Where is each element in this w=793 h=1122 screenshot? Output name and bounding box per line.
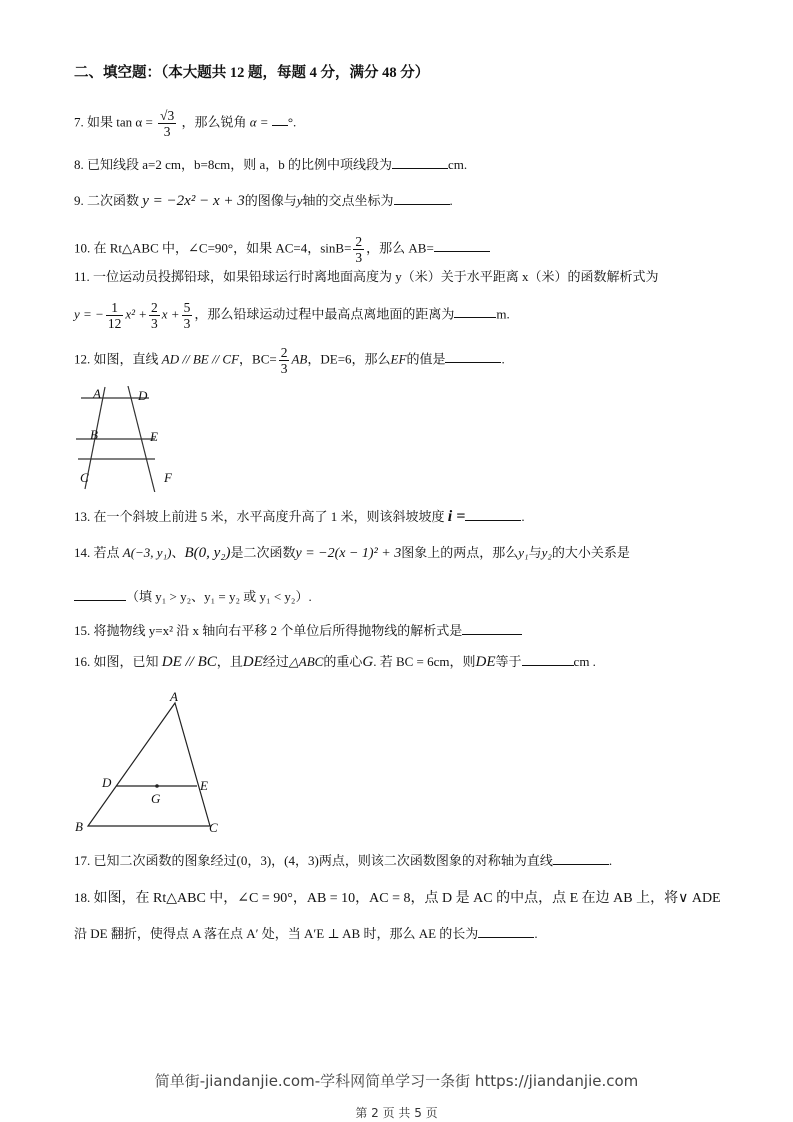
- question-16: [74, 653, 596, 671]
- figure-triangle-abc: [72, 686, 232, 836]
- label-b: B: [90, 427, 98, 442]
- q14-y2: y₂: [541, 545, 552, 560]
- question-number: 17.: [74, 853, 91, 868]
- watermark-text: 简单街-jiandanjie.com-学科网简单学习一条街 https://jiandanjie.com: [154, 1072, 639, 1090]
- q12-ab: AB: [291, 351, 308, 367]
- q14-post: 图象上的两点，那么: [401, 545, 519, 560]
- answer-blank[interactable]: [74, 588, 126, 601]
- answer-blank[interactable]: [392, 156, 448, 169]
- question-14: [74, 544, 630, 563]
- question-number: 10.: [74, 240, 91, 256]
- q14-and: 与: [528, 545, 542, 560]
- question-15: [74, 622, 522, 640]
- question-number: 18.: [74, 890, 91, 905]
- q8-tail: cm.: [447, 157, 468, 172]
- q16-pre: 如图，已知: [93, 654, 159, 669]
- q8-text: 已知线段 a=2 cm，b=8cm，则 a，b 的比例中项线段为: [87, 157, 392, 172]
- q17-tail: .: [608, 853, 613, 868]
- q12-bc: ，BC=: [239, 351, 277, 367]
- q16-mid4: . 若 BC = 6cm，则: [373, 654, 476, 669]
- answer-blank[interactable]: [394, 192, 450, 205]
- frac-den: 3: [280, 361, 288, 376]
- q7-post: ，那么锐角: [181, 114, 247, 130]
- page-number: 第 2 页 共 5 页: [355, 1106, 438, 1120]
- section-title: 二、填空题：（本大题共 12 题，每题 4 分，满分 48 分）: [74, 65, 430, 81]
- q7-alpha: α =: [249, 114, 269, 130]
- q12-de: ，DE=6，那么: [307, 351, 391, 367]
- question-11-line-2: [74, 300, 510, 331]
- question-8: [74, 156, 467, 174]
- q13-text: 在一个斜坡上前进 5 米，水平高度升高了 1 米，则该斜坡坡度: [93, 509, 445, 524]
- q14-line2: （填 y₁ > y₂、y₁ = y₂ 或 y₁ < y₂）.: [126, 589, 312, 604]
- frac-num: 2: [280, 345, 288, 360]
- q16-tail: cm .: [573, 654, 596, 669]
- q11-x1: x +: [161, 306, 180, 322]
- frac-den: 3: [183, 316, 191, 331]
- q11-tail: m.: [496, 306, 510, 322]
- figure-parallel-lines: [76, 386, 186, 492]
- q16-de-bc: DE // BC: [161, 654, 217, 670]
- q14-b: B(0, y₂): [184, 545, 231, 561]
- q12-pre: 如图，直线: [93, 351, 159, 367]
- q11-line1: 一位运动员投掷铅球，如果铅球运行时离地面高度为 y（米）关于水平距离 x（米）的函数解析式为: [93, 269, 659, 284]
- question-number: 7.: [74, 114, 84, 130]
- question-11-line-1: [74, 268, 659, 286]
- question-number: 15.: [74, 623, 91, 638]
- q10-fraction: [353, 234, 364, 265]
- q7-tail: °.: [287, 114, 297, 130]
- frac-den: 3: [151, 316, 158, 331]
- q12-ef: EF: [390, 351, 407, 367]
- question-14-line-2: [74, 588, 312, 606]
- q18-line2: 沿 DE 翻折，使得点 A 落在点 A′ 处，当 A′E ⊥ AB 时，那么 AE 的长为: [74, 926, 479, 941]
- triangle-abc: [88, 703, 210, 826]
- question-17: [74, 852, 612, 870]
- q7-expr: tan α =: [116, 114, 153, 130]
- q14-sep: 、: [171, 545, 185, 560]
- label-d: D: [138, 388, 148, 403]
- q16-de2: DE: [475, 654, 496, 670]
- question-number: 9.: [74, 193, 84, 208]
- q11-post: ，那么铅球运动过程中最高点离地面的距离为: [194, 306, 455, 322]
- question-9: [74, 192, 453, 210]
- answer-blank[interactable]: [553, 852, 609, 865]
- answer-blank[interactable]: [465, 508, 521, 521]
- answer-blank[interactable]: [434, 239, 490, 252]
- frac-den: 3: [355, 250, 363, 265]
- question-18: [74, 889, 721, 908]
- q12-post: 的值是: [406, 351, 446, 367]
- label-g: G: [151, 791, 161, 806]
- question-13: [74, 508, 525, 526]
- label-a: A: [93, 386, 101, 401]
- q7-fraction: [158, 108, 176, 139]
- q12-tail: .: [501, 351, 505, 367]
- label-b: B: [75, 819, 83, 834]
- answer-blank[interactable]: [272, 113, 288, 126]
- q14-a: A(−3, y₁): [122, 545, 172, 560]
- answer-blank[interactable]: [445, 350, 501, 363]
- question-18-line-2: [74, 925, 538, 943]
- answer-blank[interactable]: [478, 925, 534, 938]
- q12-lines: AD // BE // CF: [161, 351, 240, 367]
- question-number: 8.: [74, 157, 84, 172]
- label-a: A: [170, 689, 178, 704]
- frac-den: 3: [163, 124, 171, 139]
- q17-text: 已知二次函数的图象经过(0，3)，(4，3)两点，则该二次函数图象的对称轴为直线: [93, 853, 553, 868]
- q10-pre: 在 Rt△ABC 中，∠C=90°，如果 AC=4，sinB=: [93, 240, 352, 256]
- frac-num: 1: [106, 300, 124, 316]
- q10-post: ，那么 AB=: [366, 240, 434, 256]
- q13-i: i =: [447, 508, 466, 525]
- q11-y-eq: y = −: [74, 306, 104, 322]
- answer-blank[interactable]: [522, 653, 574, 666]
- q9-y: y: [296, 193, 303, 208]
- q16-mid3: 的重心: [323, 654, 363, 669]
- q18-line1: 如图，在 Rt△ABC 中，∠C = 90°，AB = 10，AC = 8，点 D 是 AC 的中点，点 E 在边 AB 上，将∨ ADE: [93, 891, 721, 906]
- question-number: 12.: [74, 351, 91, 367]
- question-12: [74, 345, 505, 376]
- q14-expr: y = −2(x − 1)² + 3: [295, 546, 402, 561]
- q16-mid: ，且: [216, 654, 243, 669]
- label-c: C: [209, 820, 218, 835]
- question-10: [74, 234, 490, 265]
- frac-num: 2: [355, 234, 363, 249]
- q16-abc: △ABC: [288, 654, 324, 669]
- label-d: D: [102, 775, 112, 790]
- frac-num: 2: [151, 300, 158, 315]
- question-number: 11.: [74, 269, 90, 284]
- q11-x2: x² +: [125, 306, 148, 322]
- frac-num: 5: [183, 300, 191, 315]
- q14-y1: y₁: [518, 545, 529, 560]
- answer-blank[interactable]: [454, 305, 496, 318]
- q9-expr: y = −2x² − x + 3: [142, 193, 245, 209]
- answer-blank[interactable]: [462, 622, 522, 635]
- q13-tail: .: [521, 509, 525, 524]
- q9-post: 轴的交点坐标为: [302, 193, 394, 208]
- label-f: F: [164, 470, 172, 485]
- q16-post: 等于: [495, 654, 522, 669]
- question-number: 16.: [74, 654, 91, 669]
- question-number: 13.: [74, 509, 91, 524]
- q11-fraction-1: [106, 300, 124, 331]
- q14-end: 的大小关系是: [551, 545, 630, 560]
- frac-num: √3: [160, 108, 175, 123]
- centroid-point: [155, 784, 159, 788]
- question-7: [74, 108, 296, 139]
- question-number: 14.: [74, 545, 91, 560]
- q11-fraction-3: [182, 300, 193, 331]
- q9-pre: 二次函数: [87, 193, 140, 208]
- label-c: C: [80, 470, 89, 485]
- label-e: E: [150, 429, 158, 444]
- q16-de: DE: [242, 654, 263, 670]
- q9-mid: 的图像与: [244, 193, 297, 208]
- q15-text: 将抛物线 y=x² 沿 x 轴向右平移 2 个单位后所得抛物线的解析式是: [93, 623, 463, 638]
- label-e: E: [200, 778, 208, 793]
- q14-pre: 若点: [93, 545, 120, 560]
- q7-pre: 如果: [87, 114, 114, 130]
- frac-den: 12: [107, 316, 122, 331]
- q16-mid2: 经过: [262, 654, 289, 669]
- q9-tail: .: [449, 193, 453, 208]
- q16-g: G: [362, 654, 374, 670]
- q11-fraction-2: [149, 300, 160, 331]
- q18-tail: .: [534, 926, 538, 941]
- q12-fraction: [279, 345, 290, 376]
- q14-mid: 是二次函数: [230, 545, 296, 560]
